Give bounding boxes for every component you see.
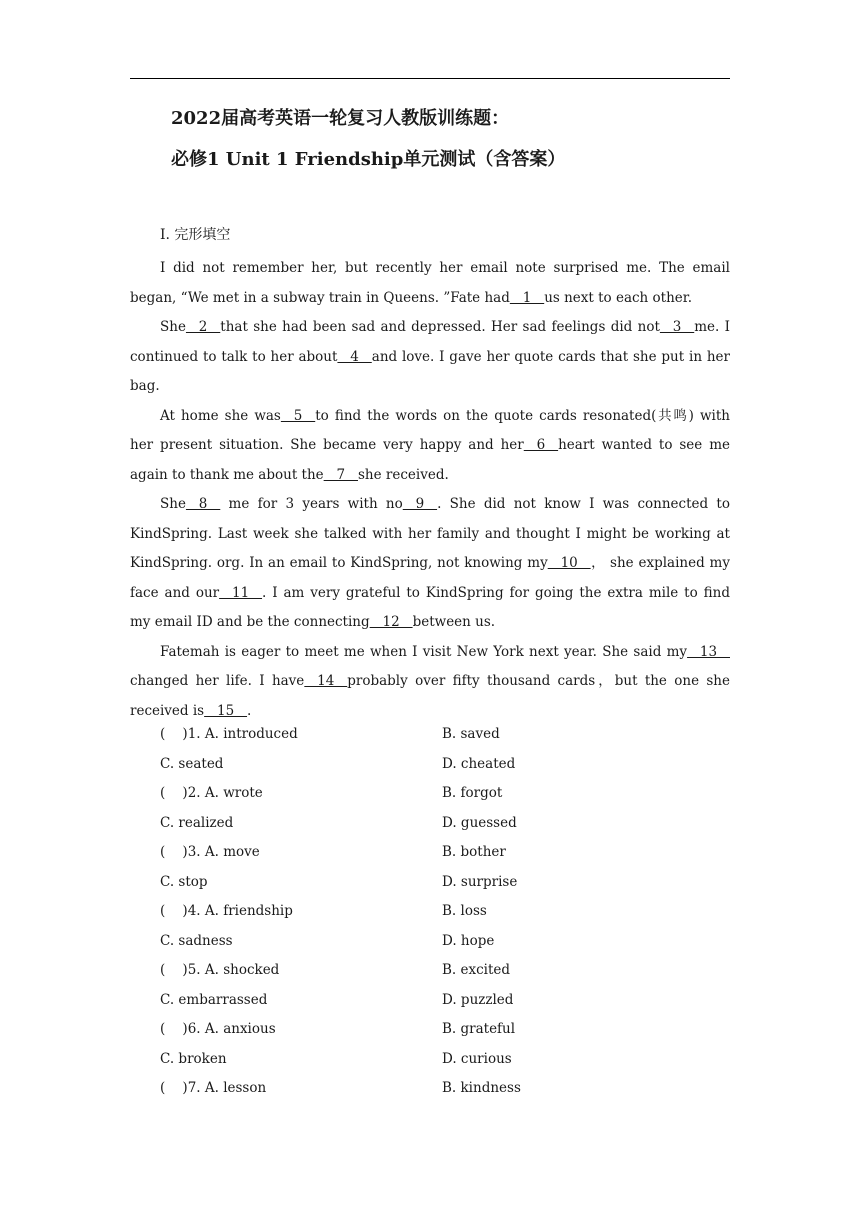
option-left[interactable]: C. seated: [160, 755, 224, 772]
option-right[interactable]: D. cheated: [442, 755, 516, 772]
option-left[interactable]: C. embarrassed: [160, 991, 268, 1008]
option-left[interactable]: ( )2. A. wrote: [160, 785, 263, 801]
option-row: [160, 868, 521, 898]
option-left[interactable]: C. sadness: [160, 932, 233, 949]
option-left[interactable]: ( )4. A. friendship: [160, 903, 293, 919]
option-row: [160, 750, 521, 780]
document-title: 2022届高考英语一轮复习人教版训练题：: [171, 108, 510, 129]
option-right[interactable]: B. grateful: [442, 1021, 516, 1037]
option-right[interactable]: B. saved: [442, 726, 500, 742]
blank-9[interactable]: 9: [402, 496, 438, 512]
blank-13[interactable]: 13: [687, 643, 730, 660]
option-right[interactable]: D. guessed: [442, 814, 517, 831]
blank-5[interactable]: 5: [280, 407, 316, 424]
blank-3[interactable]: 3: [659, 319, 695, 335]
option-left[interactable]: C. broken: [160, 1050, 227, 1067]
section-heading: Ⅰ. 完形填空: [160, 227, 231, 243]
answer-options: [160, 720, 521, 1104]
option-right[interactable]: D. surprise: [442, 873, 518, 890]
blank-10[interactable]: 10: [547, 555, 591, 571]
document-subtitle: 必修1 Unit 1 Friendship单元测试（含答案）: [171, 149, 566, 170]
cloze-passage: [130, 254, 730, 726]
passage-paragraph: She 2 that she had been sad and depressed. Her sad feelings did not 3 me. I continued to talk to her about 4 and love. I gave her quote cards that she put in her bag.: [130, 313, 730, 402]
option-row: [160, 986, 521, 1016]
header-rule: [130, 78, 730, 79]
option-right[interactable]: B. loss: [442, 903, 487, 919]
option-right[interactable]: B. bother: [442, 844, 506, 860]
blank-12[interactable]: 12: [369, 614, 413, 630]
passage-paragraph: At home she was 5 to find the words on the quote cards resonated(共鸣) with her present situation. She became very happy and her 6 heart wanted to see me again to thank me about the 7 she received.: [130, 402, 730, 491]
option-row: [160, 809, 521, 839]
option-left[interactable]: ( )5. A. shocked: [160, 962, 280, 978]
option-right[interactable]: D. curious: [442, 1050, 512, 1067]
option-right[interactable]: D. hope: [442, 932, 495, 949]
blank-14[interactable]: 14: [304, 673, 348, 689]
option-row: [160, 1045, 521, 1075]
question-row: [160, 897, 521, 927]
option-right[interactable]: B. excited: [442, 962, 511, 978]
option-row: [160, 927, 521, 957]
question-row: [160, 1015, 521, 1045]
option-left[interactable]: ( )3. A. move: [160, 844, 260, 860]
blank-7[interactable]: 7: [323, 466, 358, 483]
question-row: [160, 956, 521, 986]
option-left[interactable]: ( )1. A. introduced: [160, 726, 298, 742]
blank-11[interactable]: 11: [219, 584, 263, 601]
question-row: [160, 779, 521, 809]
blank-15[interactable]: 15: [204, 702, 248, 719]
blank-8[interactable]: 8: [185, 496, 221, 512]
option-left[interactable]: ( )7. A. lesson: [160, 1080, 267, 1096]
option-right[interactable]: B. forgot: [442, 785, 503, 801]
passage-paragraph: Fatemah is eager to meet me when I visit New York next year. She said my 13 changed her life. I have 14 probably over fifty thousand cards，but the one she received is 15 .: [130, 638, 730, 727]
option-left[interactable]: C. stop: [160, 873, 208, 890]
question-row: [160, 720, 521, 750]
passage-paragraph: I did not remember her, but recently her email note surprised me. The email began, “We met in a subway train in Queens. ”Fate had 1 us next to each other.: [130, 254, 730, 313]
question-row: [160, 838, 521, 868]
passage-paragraph: She 8 me for 3 years with no 9 . She did not know I was connected to KindSpring. Last week she talked with her family and thought I might be working at KindSpring. org. In an email to KindSpring, not knowing my 10 ， she explained my face and our 11 . I am very grateful to KindSpring for going the extra mile to find my email ID and be the connecting 12 between us.: [130, 490, 730, 638]
option-right[interactable]: B. kindness: [442, 1080, 521, 1096]
option-right[interactable]: D. puzzled: [442, 991, 514, 1008]
blank-1[interactable]: 1: [509, 289, 545, 306]
option-left[interactable]: ( )6. A. anxious: [160, 1021, 276, 1037]
blank-6[interactable]: 6: [523, 437, 559, 453]
blank-4[interactable]: 4: [337, 348, 372, 365]
blank-2[interactable]: 2: [185, 319, 221, 335]
question-row: [160, 1074, 521, 1104]
option-left[interactable]: C. realized: [160, 814, 234, 831]
